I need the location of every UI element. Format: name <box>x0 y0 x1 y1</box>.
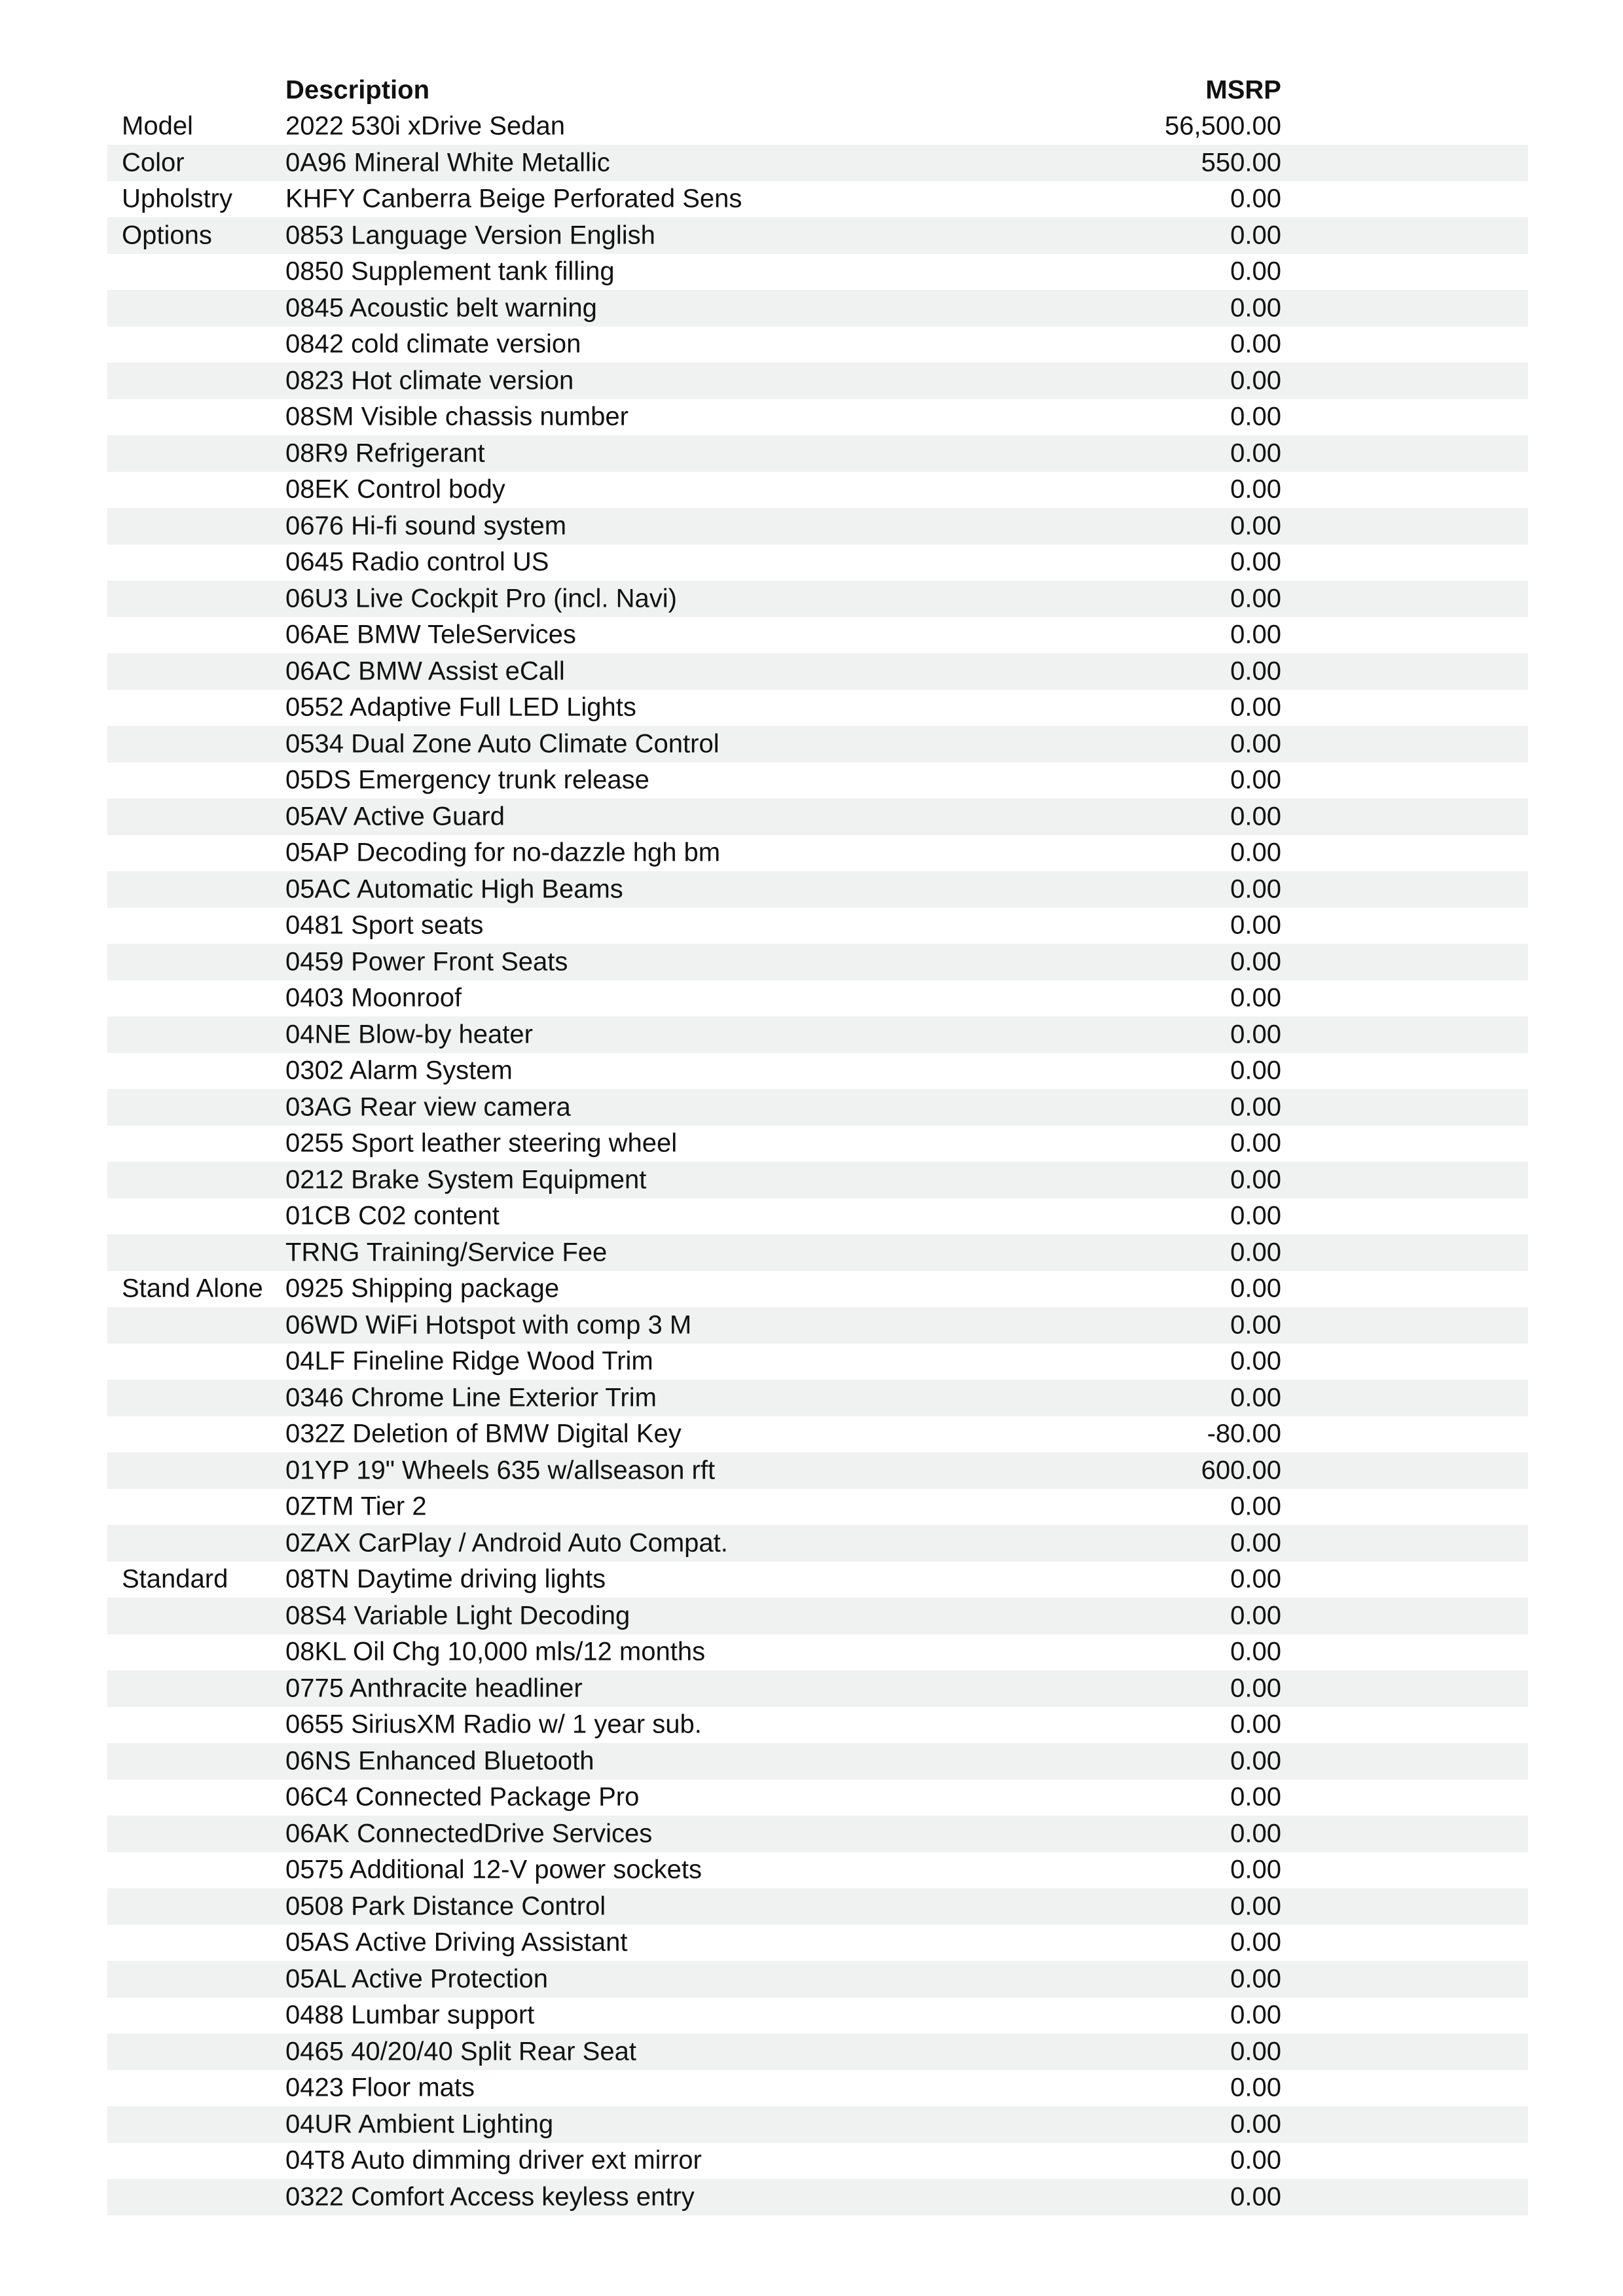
row-msrp: 0.00 <box>1230 1819 1281 1848</box>
row-msrp: 0.00 <box>1230 1674 1281 1703</box>
row-description: 0575 Additional 12-V power sockets <box>285 1855 702 1884</box>
table-row <box>107 399 1528 436</box>
table-row <box>107 2179 1528 2215</box>
table-row <box>107 181 1528 218</box>
row-msrp: 0.00 <box>1230 1201 1281 1230</box>
table-header <box>107 72 1528 109</box>
row-description: 06AC BMW Assist eCall <box>285 656 565 686</box>
row-description: 0645 Radio control US <box>285 547 549 577</box>
table-row <box>107 290 1528 327</box>
table-row <box>107 1525 1528 1562</box>
table-row <box>107 1743 1528 1780</box>
row-msrp: 0.00 <box>1230 1092 1281 1122</box>
row-msrp: 0.00 <box>1230 802 1281 831</box>
table-row <box>107 2034 1528 2070</box>
row-description: 0302 Alarm System <box>285 1056 513 1085</box>
table-row <box>107 1452 1528 1489</box>
table-row <box>107 835 1528 872</box>
table-row <box>107 726 1528 762</box>
table-row <box>107 1598 1528 1634</box>
row-description: 0552 Adaptive Full LED Lights <box>285 692 636 722</box>
row-description: 06AK ConnectedDrive Services <box>285 1819 653 1848</box>
row-description: 0346 Chrome Line Exterior Trim <box>285 1383 657 1412</box>
table-row <box>107 254 1528 291</box>
table-row <box>107 363 1528 399</box>
row-msrp: 0.00 <box>1230 2037 1281 2066</box>
row-msrp: 0.00 <box>1230 475 1281 504</box>
table-body <box>107 109 1528 2215</box>
row-description: 08SM Visible chassis number <box>285 402 629 431</box>
row-category: Upholstry <box>122 184 232 213</box>
row-msrp: 0.00 <box>1230 2000 1281 2030</box>
row-description: KHFY Canberra Beige Perforated Sens <box>285 184 742 213</box>
row-msrp: 0.00 <box>1230 1564 1281 1594</box>
row-msrp: 0.00 <box>1230 1746 1281 1776</box>
table-row <box>107 1670 1528 1707</box>
row-description: 05AL Active Protection <box>285 1964 548 1994</box>
table-row <box>107 1234 1528 1271</box>
row-msrp: 0.00 <box>1230 874 1281 904</box>
row-description: 05AC Automatic High Beams <box>285 874 623 904</box>
row-msrp: 0.00 <box>1230 293 1281 323</box>
row-msrp: 0.00 <box>1230 1782 1281 1812</box>
description-header: Description <box>285 75 430 105</box>
row-description: 03AG Rear view camera <box>285 1092 571 1122</box>
row-msrp: 0.00 <box>1230 910 1281 940</box>
table-row <box>107 908 1528 944</box>
row-description: 04UR Ambient Lighting <box>285 2109 554 2139</box>
table-row <box>107 109 1528 145</box>
row-msrp: 0.00 <box>1230 729 1281 759</box>
row-description: 0845 Acoustic belt warning <box>285 293 597 323</box>
table-row <box>107 1198 1528 1235</box>
table-row <box>107 1961 1528 1998</box>
table-row <box>107 2143 1528 2179</box>
row-description: 0676 Hi-fi sound system <box>285 511 567 541</box>
table-row <box>107 617 1528 654</box>
row-category: Color <box>122 148 185 177</box>
row-description: 0423 Floor mats <box>285 2073 475 2102</box>
table-row <box>107 1888 1528 1925</box>
row-description: 032Z Deletion of BMW Digital Key <box>285 1419 682 1448</box>
table-row <box>107 1489 1528 1526</box>
row-msrp: 0.00 <box>1230 1637 1281 1666</box>
row-description: 0A96 Mineral White Metallic <box>285 148 610 177</box>
row-description: 04NE Blow-by heater <box>285 1020 533 1049</box>
row-msrp: 0.00 <box>1230 184 1281 213</box>
row-description: 01CB C02 content <box>285 1201 500 1230</box>
row-description: 05AS Active Driving Assistant <box>285 1928 628 1957</box>
row-msrp: 0.00 <box>1230 1056 1281 1085</box>
table-row <box>107 1089 1528 1126</box>
row-description: 08EK Control body <box>285 475 505 504</box>
row-description: 01YP 19" Wheels 635 w/allseason rft <box>285 1456 716 1485</box>
row-msrp: 0.00 <box>1230 584 1281 613</box>
row-category: Options <box>122 221 212 250</box>
row-msrp: 0.00 <box>1230 1020 1281 1049</box>
row-msrp: 0.00 <box>1230 402 1281 431</box>
row-msrp: 0.00 <box>1230 1238 1281 1267</box>
table-row <box>107 145 1528 181</box>
msrp-header: MSRP <box>1205 75 1281 105</box>
row-msrp: 0.00 <box>1230 257 1281 286</box>
table-row <box>107 472 1528 509</box>
row-description: 0212 Brake System Equipment <box>285 1165 647 1194</box>
row-description: 04LF Fineline Ridge Wood Trim <box>285 1346 653 1376</box>
row-description: 0842 cold climate version <box>285 329 581 359</box>
table-row <box>107 1344 1528 1380</box>
row-msrp: 0.00 <box>1230 511 1281 541</box>
row-msrp: 0.00 <box>1230 439 1281 468</box>
row-description: 05DS Emergency trunk release <box>285 765 649 795</box>
row-msrp: 0.00 <box>1230 983 1281 1013</box>
row-description: 2022 530i xDrive Sedan <box>285 111 565 141</box>
row-msrp: 0.00 <box>1230 1274 1281 1303</box>
row-description: 0508 Park Distance Control <box>285 1892 606 1921</box>
table-row <box>107 1562 1528 1598</box>
row-description: 0775 Anthracite headliner <box>285 1674 583 1703</box>
row-description: 0459 Power Front Seats <box>285 947 568 977</box>
row-msrp: 0.00 <box>1230 1964 1281 1994</box>
row-description: 06U3 Live Cockpit Pro (incl. Navi) <box>285 584 677 613</box>
row-msrp: 0.00 <box>1230 2182 1281 2212</box>
row-description: 0481 Sport seats <box>285 910 484 940</box>
row-description: 0255 Sport leather steering wheel <box>285 1128 678 1158</box>
row-category: Standard <box>122 1564 228 1594</box>
table-row <box>107 1416 1528 1453</box>
row-msrp: 0.00 <box>1230 947 1281 977</box>
row-msrp: 0.00 <box>1230 2073 1281 2102</box>
row-msrp: 0.00 <box>1230 656 1281 686</box>
row-description: 06C4 Connected Package Pro <box>285 1782 640 1812</box>
row-description: 08TN Daytime driving lights <box>285 1564 606 1594</box>
table-row <box>107 1380 1528 1416</box>
row-msrp: 0.00 <box>1230 1855 1281 1884</box>
row-msrp: 0.00 <box>1230 1492 1281 1521</box>
msrp-sheet <box>107 72 1528 2215</box>
table-row <box>107 1998 1528 2034</box>
table-row <box>107 435 1528 472</box>
row-category: Stand Alone <box>122 1274 263 1303</box>
row-msrp: 600.00 <box>1201 1456 1281 1485</box>
row-msrp: 0.00 <box>1230 692 1281 722</box>
row-msrp: 0.00 <box>1230 1383 1281 1412</box>
table-row <box>107 871 1528 908</box>
table-row <box>107 1016 1528 1053</box>
table-row <box>107 944 1528 980</box>
table-row <box>107 762 1528 799</box>
table-row <box>107 1307 1528 1344</box>
row-description: TRNG Training/Service Fee <box>285 1238 608 1267</box>
table-row <box>107 1925 1528 1962</box>
table-row <box>107 217 1528 254</box>
table-row <box>107 798 1528 835</box>
row-msrp: 0.00 <box>1230 1892 1281 1921</box>
row-msrp: 0.00 <box>1230 2109 1281 2139</box>
row-description: 05AP Decoding for no-dazzle hgh bm <box>285 838 721 867</box>
row-description: 05AV Active Guard <box>285 802 505 831</box>
table-row <box>107 690 1528 726</box>
row-description: 0403 Moonroof <box>285 983 462 1013</box>
row-msrp: 0.00 <box>1230 1346 1281 1376</box>
table-row <box>107 545 1528 581</box>
table-row <box>107 1053 1528 1090</box>
row-description: 0322 Comfort Access keyless entry <box>285 2182 695 2212</box>
table-row <box>107 980 1528 1017</box>
row-description: 06NS Enhanced Bluetooth <box>285 1746 594 1776</box>
row-msrp: 0.00 <box>1230 221 1281 250</box>
row-description: 0925 Shipping package <box>285 1274 560 1303</box>
row-msrp: 0.00 <box>1230 366 1281 395</box>
row-msrp: 56,500.00 <box>1165 111 1281 141</box>
row-msrp: -80.00 <box>1207 1419 1281 1448</box>
row-msrp: 0.00 <box>1230 1310 1281 1340</box>
table-row <box>107 1816 1528 1852</box>
row-description: 0853 Language Version English <box>285 221 655 250</box>
row-msrp: 0.00 <box>1230 1128 1281 1158</box>
row-msrp: 0.00 <box>1230 1528 1281 1558</box>
row-msrp: 0.00 <box>1230 1710 1281 1739</box>
row-description: 0534 Dual Zone Auto Climate Control <box>285 729 720 759</box>
row-msrp: 0.00 <box>1230 547 1281 577</box>
table-row <box>107 327 1528 363</box>
table-row <box>107 653 1528 690</box>
row-msrp: 0.00 <box>1230 1928 1281 1957</box>
row-description: 04T8 Auto dimming driver ext mirror <box>285 2145 702 2175</box>
table-row <box>107 2106 1528 2143</box>
table-row <box>107 2070 1528 2107</box>
row-description: 0850 Supplement tank filling <box>285 257 615 286</box>
row-msrp: 0.00 <box>1230 1601 1281 1630</box>
row-description: 0ZTM Tier 2 <box>285 1492 427 1521</box>
table-row <box>107 1126 1528 1162</box>
table-row <box>107 508 1528 545</box>
table-row <box>107 1780 1528 1816</box>
row-msrp: 0.00 <box>1230 765 1281 795</box>
row-msrp: 0.00 <box>1230 2145 1281 2175</box>
table-row <box>107 1271 1528 1308</box>
row-msrp: 0.00 <box>1230 838 1281 867</box>
row-msrp: 550.00 <box>1201 148 1281 177</box>
row-description: 0823 Hot climate version <box>285 366 574 395</box>
table-row <box>107 1852 1528 1889</box>
row-description: 0488 Lumbar support <box>285 2000 535 2030</box>
row-description: 0655 SiriusXM Radio w/ 1 year sub. <box>285 1710 702 1739</box>
table-row <box>107 1634 1528 1671</box>
row-description: 0465 40/20/40 Split Rear Seat <box>285 2037 636 2066</box>
table-row <box>107 1707 1528 1744</box>
table-row <box>107 581 1528 617</box>
row-description: 08KL Oil Chg 10,000 mls/12 months <box>285 1637 706 1666</box>
row-description: 06AE BMW TeleServices <box>285 620 576 649</box>
row-description: 08S4 Variable Light Decoding <box>285 1601 630 1630</box>
row-description: 06WD WiFi Hotspot with comp 3 M <box>285 1310 692 1340</box>
row-msrp: 0.00 <box>1230 620 1281 649</box>
row-msrp: 0.00 <box>1230 329 1281 359</box>
table-row <box>107 1162 1528 1198</box>
row-category: Model <box>122 111 193 141</box>
row-description: 08R9 Refrigerant <box>285 439 485 468</box>
row-msrp: 0.00 <box>1230 1165 1281 1194</box>
row-description: 0ZAX CarPlay / Android Auto Compat. <box>285 1528 728 1558</box>
